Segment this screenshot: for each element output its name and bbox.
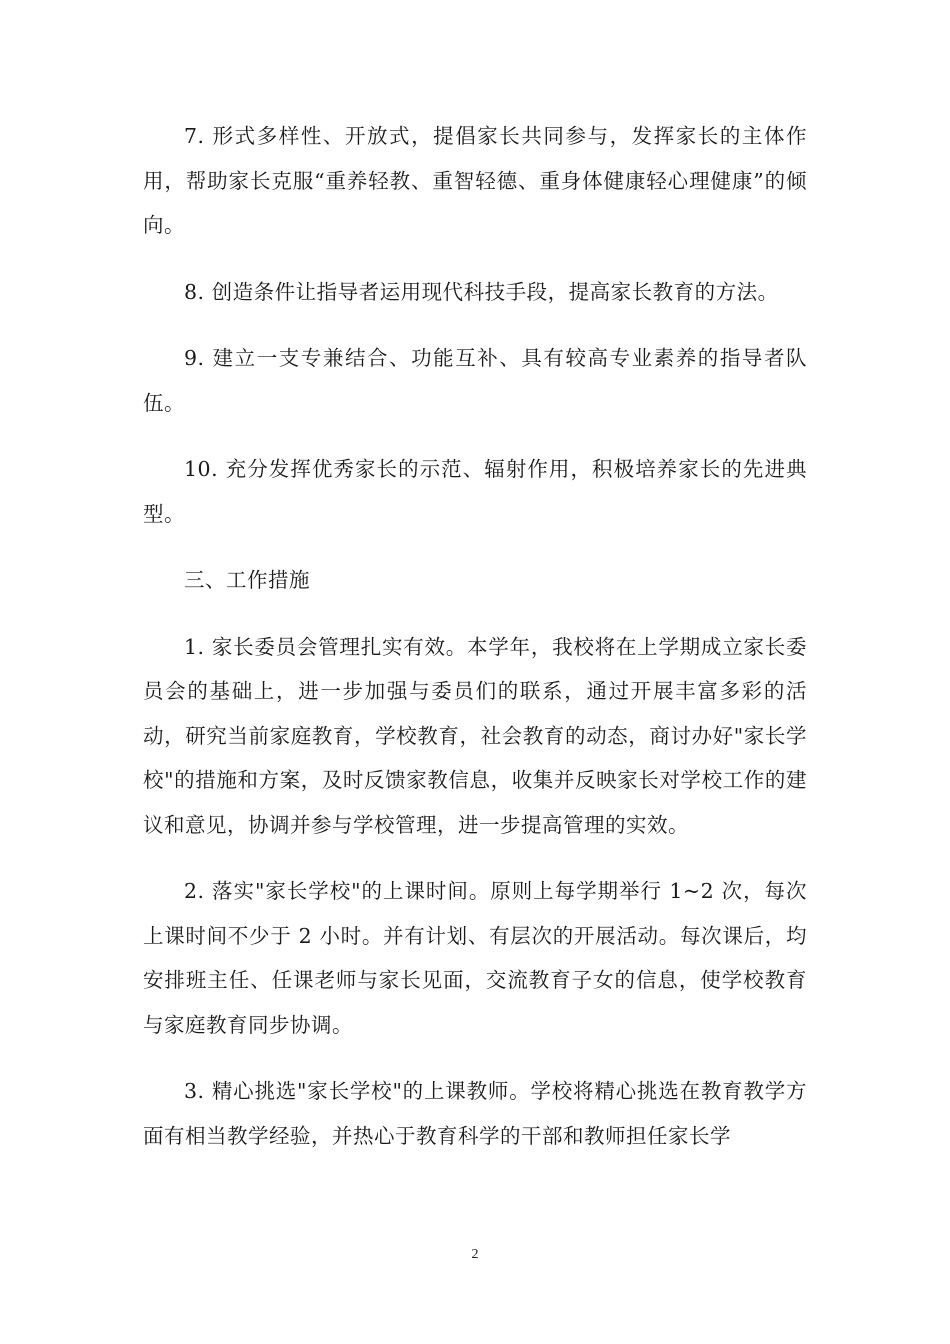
- page-number: 2: [471, 1247, 479, 1262]
- measure-paragraph-1: 1. 家长委员会管理扎实有效。本学年，我校将在上学期成立家长委员会的基础上，进一步加强与委员们的联系，通过开展丰富多彩的活动，研究当前家庭教育，学校教育，社会教育的动态，商讨办好"家长学校"的措施和方案，及时反馈家教信息，收集并反映家长对学校工作的建议和意见，协调并参与学校管理，进一步提高管理的实效。: [143, 634, 807, 837]
- measure-paragraph-3: 3. 精心挑选"家长学校"的上课教师。学校将精心挑选在教育教学方面有相当教学经验，并热心于教育科学的干部和教师担任家长学: [143, 1079, 807, 1148]
- paragraph-item-9: 9. 建立一支专兼结合、功能互补、具有较高专业素养的指导者队伍。: [143, 346, 807, 415]
- paragraph-item-7: 7. 形式多样性、开放式，提倡家长共同参与，发挥家长的主体作用，帮助家长克服“重养轻教、重智轻德、重身体健康轻心理健康”的倾向。: [143, 124, 807, 237]
- paragraph-item-10: 10. 充分发挥优秀家长的示范、辐射作用，积极培养家长的先进典型。: [143, 457, 807, 526]
- measure-paragraph-2: 2. 落实"家长学校"的上课时间。原则上每学期举行 1~2 次，每次上课时间不少于 2 小时。并有计划、有层次的开展活动。每次课后，均安排班主任、任课老师与家长见面，交流教育子女的信息，使学校教育与家庭教育同步协调。: [143, 879, 807, 1037]
- paragraph-item-8: 8. 创造条件让指导者运用现代科技手段，提高家长教育的方法。: [184, 279, 779, 304]
- section-heading-work-measures: 三、工作措施: [184, 568, 310, 592]
- document-body: [143, 114, 807, 1180]
